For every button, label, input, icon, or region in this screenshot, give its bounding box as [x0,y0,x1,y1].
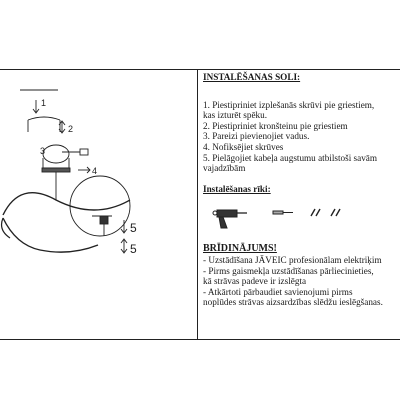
mounting-bracket [28,117,60,120]
lamp-shade [70,176,130,236]
screwdriver-icon [311,209,320,216]
label-step-2: 2 [68,124,74,134]
label-step-3: 3 [40,146,46,156]
column-divider [197,69,198,340]
step-line: kas izturēt spēku. [203,110,268,121]
screwdriver-icon [331,209,340,216]
label-step-5b: 5 [130,242,137,256]
step-line: 3. Pareizi pievienojiet vadus. [203,131,310,142]
installation-diagram [0,70,197,339]
arrow-step-5b-icon [121,239,127,253]
label-step-4: 4 [92,166,98,176]
label-step-5a: 5 [130,221,137,235]
step-line: 5. Pielāgojiet kabeļa augstumu atbilstoši savām [203,152,378,163]
lamp-ring-upper [3,193,130,215]
step-line: 4. Nofiksējiet skrūves [203,141,284,152]
lamp-ring-lower [3,218,98,252]
step-line: vajadzībām [203,163,246,174]
steps-heading: INSTALĒŠANAS SOLI: [203,72,301,82]
warnings-heading: BRĪDINĀJUMS! [203,243,277,255]
canopy-plate [42,168,70,172]
steps-list [203,100,397,174]
screwdriver-step-3-icon [62,149,88,155]
arrow-step-1-icon [33,100,39,113]
ceiling-canopy [43,145,69,163]
warnings-list [203,255,397,308]
instructions-column [203,71,397,308]
warning-line: noplūdes strāvas aizsardzības slēdžu ieslēgšanas. [203,297,383,308]
label-step-1: 1 [41,98,47,108]
tools-heading: Instalēšanas rīki: [203,183,271,194]
warning-line: - Pirms gaismekļa uzstādīšanas pārliecinieties, [203,265,374,276]
step-line: 2. Piestipriniet kronšteinu pie griestiem [203,120,348,131]
step-line: 1. Piestipriniet izplešanās skrūvi pie griestiem, [203,99,375,110]
screw-anchor-icon [273,211,293,214]
warning-line: kā strāvas padeve ir izslēgta [203,276,307,287]
tools-row [203,198,397,230]
drill-icon [213,210,247,228]
warning-line: - Uzstādīšana JĀVEIC profesionālam elektriķim [203,254,382,265]
warning-line: - Atkārtoti pārbaudiet savienojumi pirms [203,286,353,297]
